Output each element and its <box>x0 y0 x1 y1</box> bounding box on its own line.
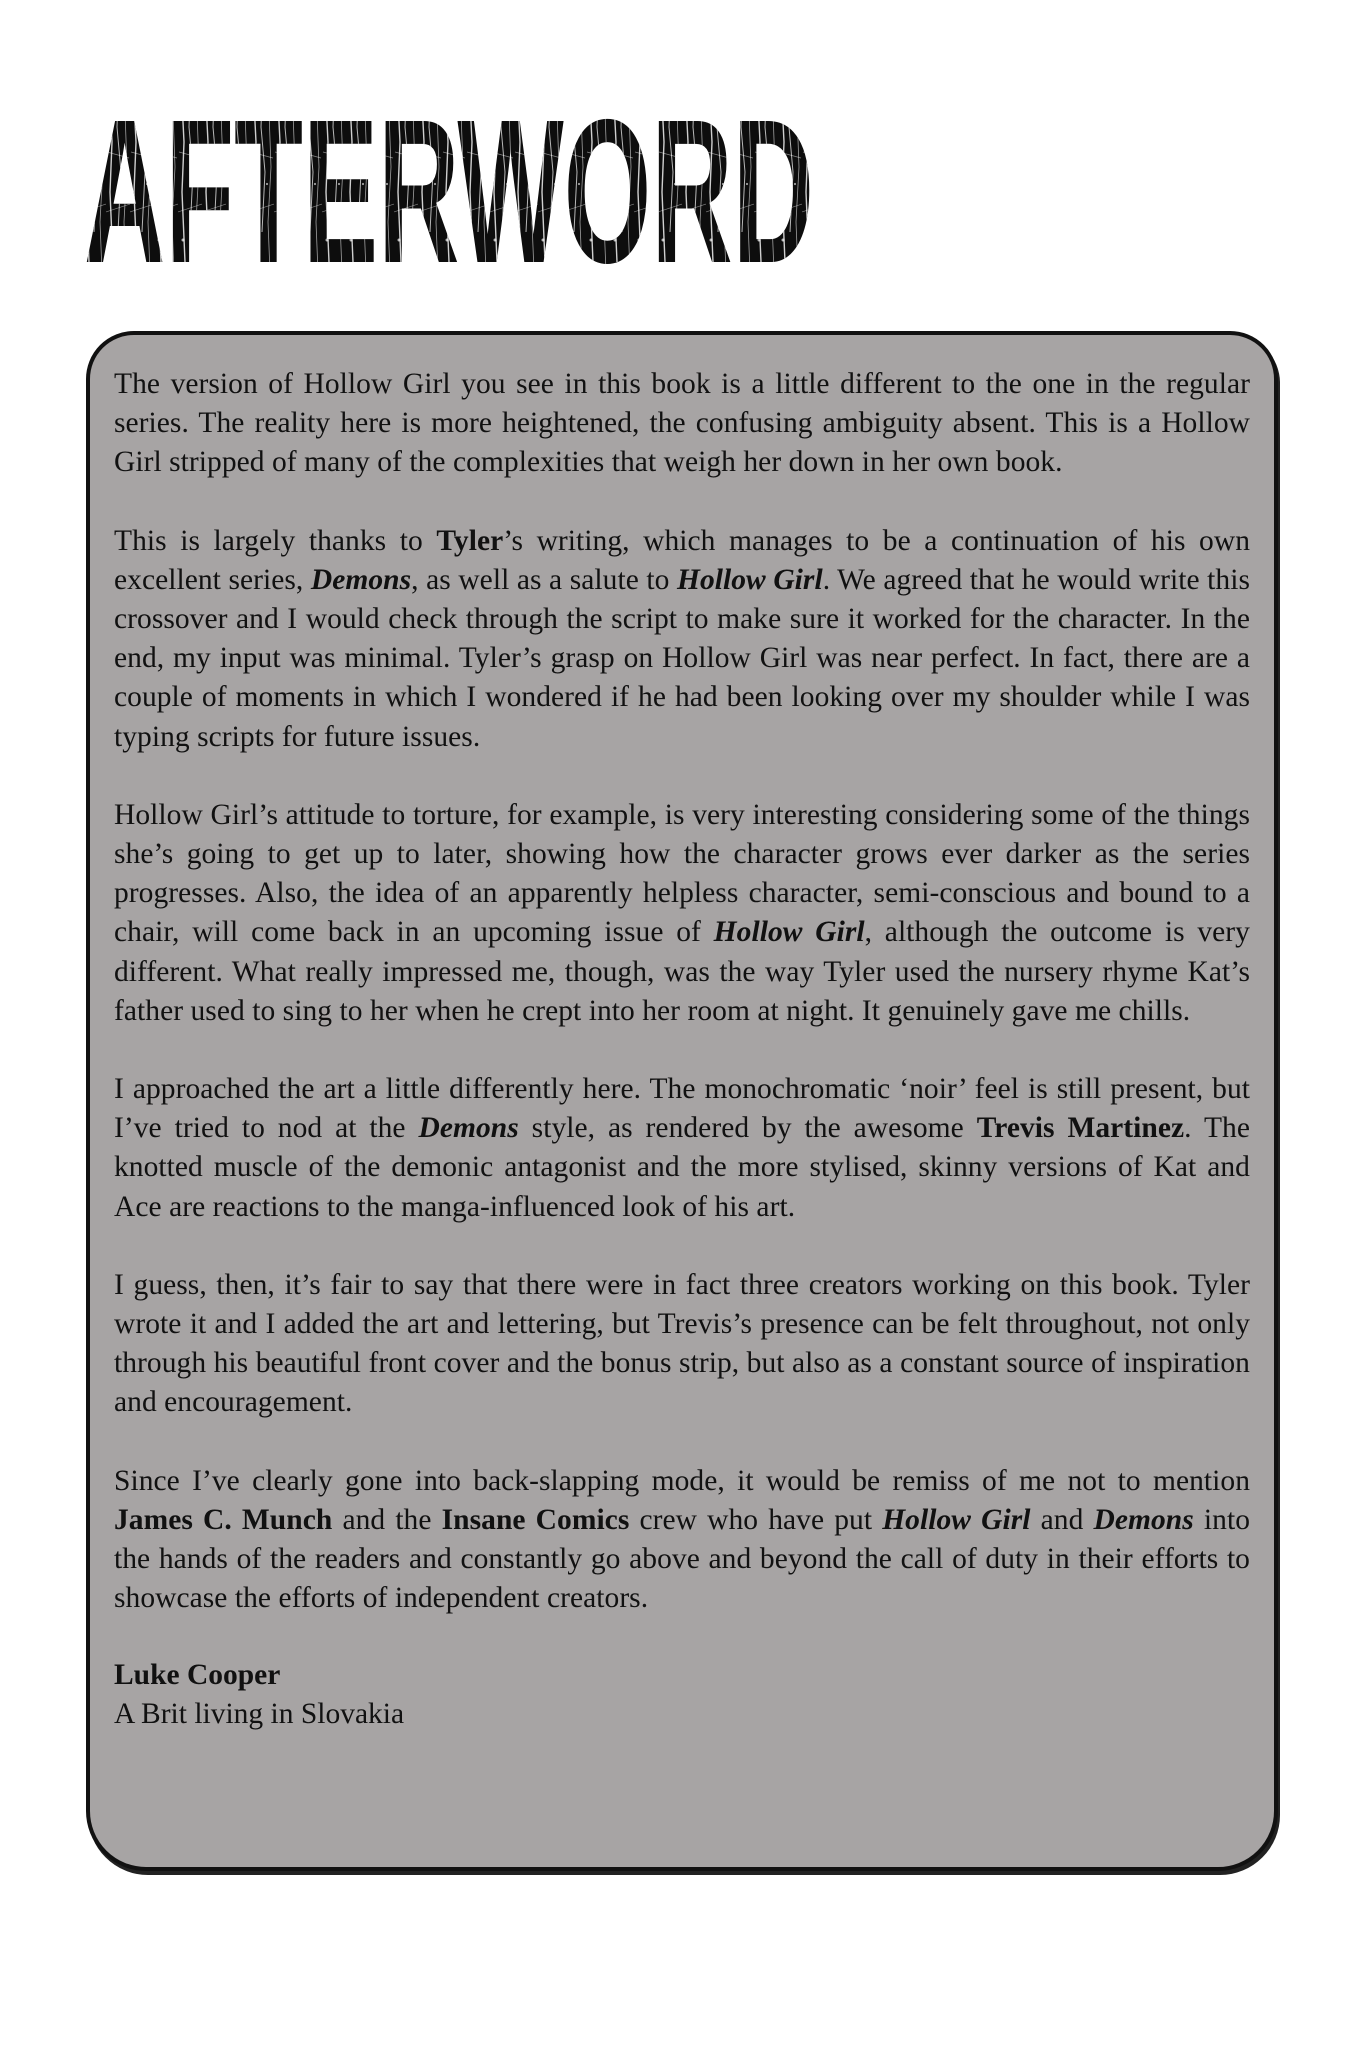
text-run: into the hands of the readers and constantly go above and beyond the call of duty in their efforts to showcase the efforts of independent creators. <box>114 1503 1250 1615</box>
emphasis-text: Demons <box>1093 1503 1194 1536</box>
paragraph-4 <box>114 1070 1250 1227</box>
text-run: and <box>1030 1503 1094 1536</box>
paragraph-6 <box>114 1462 1250 1619</box>
emphasis-text: Hollow Girl <box>676 563 823 596</box>
text-run: ’s writing, which manages to be a continuation of his own excellent series, <box>114 524 1250 596</box>
emphasis-text: Demons <box>310 563 412 596</box>
text-run: Hollow Girl’s attitude to torture, for example, is very interesting considering some of the things she’s going to get up to later, showing how the character grows ever darker as the series progresses. Also, the idea of an apparently helpless character, semi-conscious and bound to a chair, will come back in an upcoming issue of <box>114 798 1250 949</box>
text-run: Since I’ve clearly gone into back-slapping mode, it would be remiss of me not to mention <box>114 1464 1250 1497</box>
page-title: AFTERWORD <box>84 77 815 272</box>
emphasis-text: Hollow Girl <box>882 1503 1031 1536</box>
title-grunge-overlay: AFTERWORD <box>84 77 815 272</box>
emphasis-text: Trevis Martinez <box>976 1112 1185 1145</box>
text-run: I approached the art a little differently here. The monochromatic ‘noir’ feel is still present, but I’ve tried to nod at the <box>114 1073 1250 1145</box>
emphasis-text: Hollow Girl <box>713 916 865 949</box>
paragraph-5 <box>114 1266 1250 1423</box>
text-run: The version of Hollow Girl you see in this book is a little different to the one in the regular series. The reality here is more heightened, the confusing ambiguity absent. This is a Hollow Girl stripped of many of the complexities that weigh her down in her own book. <box>114 368 1250 479</box>
text-run: This is largely thanks to <box>114 524 437 557</box>
emphasis-text: Tyler <box>436 524 504 557</box>
emphasis-text: James C. Munch <box>114 1503 333 1536</box>
afterword-title-graphic <box>82 72 818 272</box>
afterword-panel <box>86 331 1278 1871</box>
text-run: , although the outcome is very different. What really impressed me, though, was the way Tyler used the nursery rhyme Kat’s father used to sing to her when he crept into her room at night. It genuinely gave me chills. <box>114 916 1250 1027</box>
text-run: , as well as a salute to <box>411 563 677 596</box>
emphasis-text: Demons <box>418 1112 519 1145</box>
signature <box>114 1656 1250 1734</box>
paragraph-1 <box>114 365 1250 483</box>
paragraph-3 <box>114 796 1250 1031</box>
text-run: style, as rendered by the awesome <box>518 1112 977 1145</box>
text-run: crew who have put <box>629 1503 883 1536</box>
text-run: . The knotted muscle of the demonic antagonist and the more stylised, skinny versions of Kat and Ace are reactions to the manga-influenced look of his art. <box>114 1112 1250 1223</box>
author-location: A Brit living in Slovakia <box>114 1698 405 1731</box>
author-name: Luke Cooper <box>114 1659 281 1692</box>
paragraph-2 <box>114 522 1250 757</box>
emphasis-text: Insane Comics <box>441 1503 630 1536</box>
text-run: and the <box>332 1503 442 1536</box>
title-block <box>82 72 818 272</box>
text-run: I guess, then, it’s fair to say that there were in fact three creators working on this book. Tyler wrote it and I added the art and lettering, but Trevis’s presence can be felt throughout, not only through his beautiful front cover and the bonus strip, but also as a constant source of inspiration and encouragement. <box>114 1268 1250 1419</box>
afterword-body <box>114 365 1250 1618</box>
text-run: . We agreed that he would write this crossover and I would check through the script to make sure it worked for the character. In the end, my input was minimal. Tyler’s grasp on Hollow Girl was near perfect. In fact, there are a couple of moments in which I wondered if he had been looking over my shoulder while I was typing scripts for future issues. <box>114 563 1250 753</box>
